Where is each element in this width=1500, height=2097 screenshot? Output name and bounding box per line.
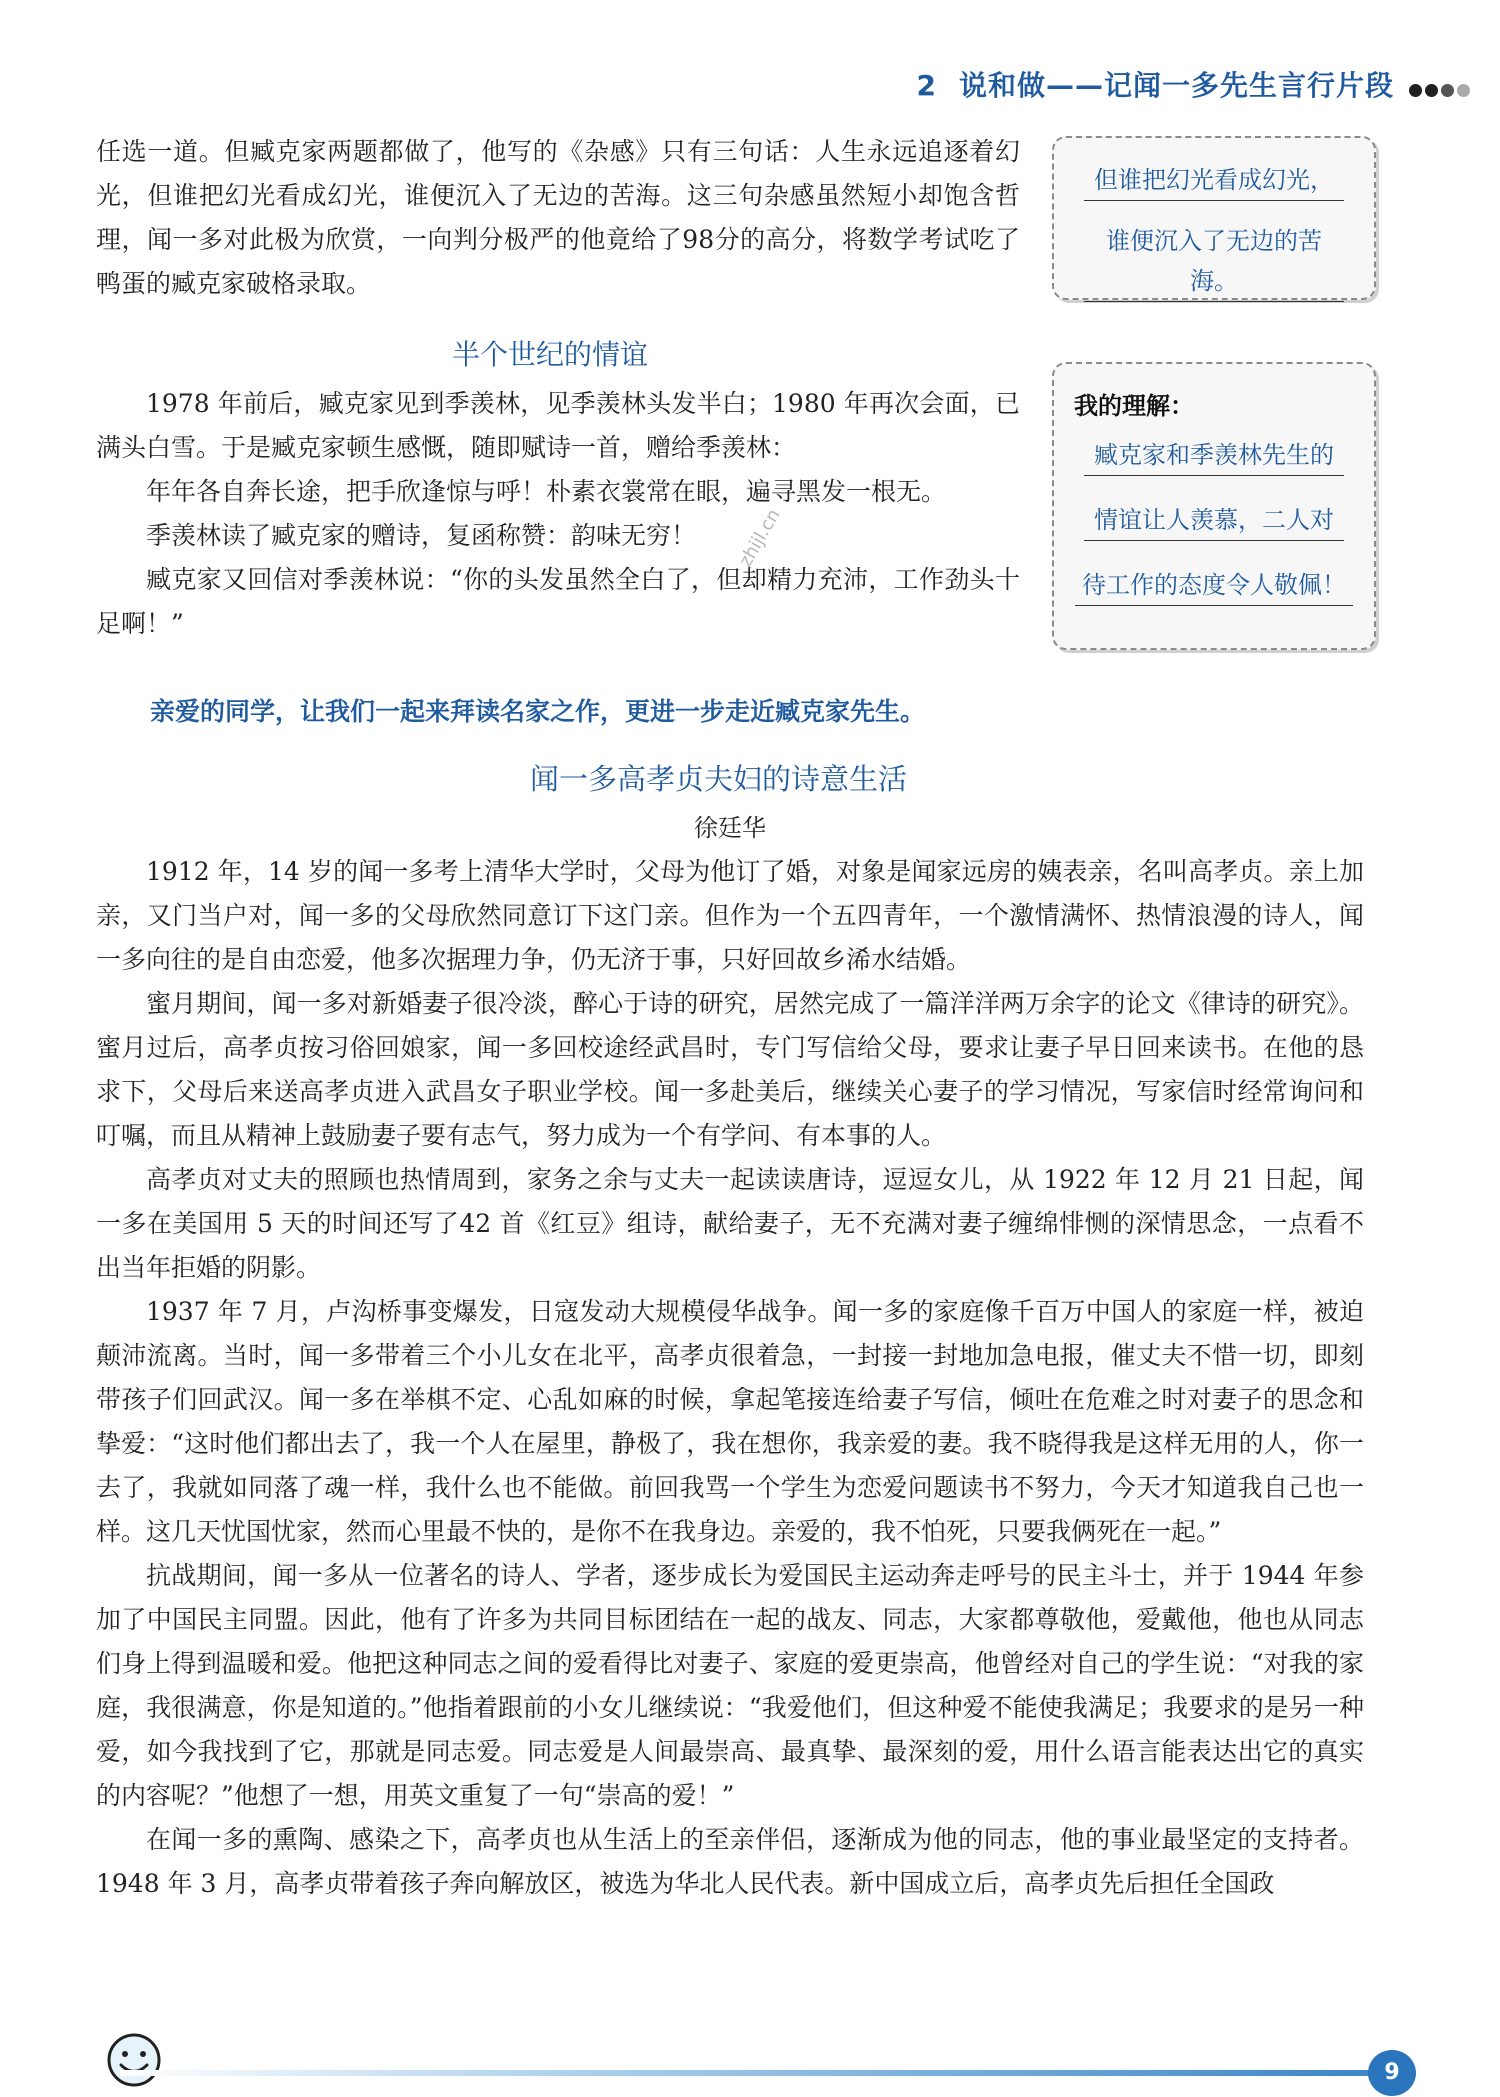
chapter-title: 说和做——记闻一多先生言行片段: [958, 69, 1394, 102]
section1-poem: 年年各自奔长途，把手欣逢惊与呼！朴素衣裳常在眼，遍寻黑发一根无。: [146, 477, 947, 506]
smiley-icon: [104, 2030, 164, 2090]
understanding-line-1: 臧克家和季羡林先生的: [1084, 435, 1344, 476]
side-note-quote: [1052, 136, 1376, 300]
page-header: [0, 64, 1470, 104]
chapter-number: 2: [916, 69, 937, 102]
intro-block: [96, 130, 1020, 306]
article-body: [96, 850, 1364, 1906]
section1-paragraph: 季羡林读了臧克家的赠诗，复函称赞：韵味无穷！: [146, 521, 697, 550]
watermark: zhijl.cn: [735, 505, 785, 571]
header-dots-icon: [1406, 71, 1470, 104]
article-paragraph: 1937 年 7 月，卢沟桥事变爆发，日寇发动大规模侵华战争。闻一多的家庭像千百万中国人的家庭一样，被迫颠沛流离。当时，闻一多带着三个小儿女在北平，高孝贞很着急，一封接一封地加急电报，催丈夫不惜一切，即刻带孩子们回武汉。闻一多在举棋不定、心乱如麻的时候，拿起笔接连给妻子写信，倾吐在危难之时对妻子的思念和挚爱：“这时他们都出去了，我一个人在屋里，静极了，我在想你，我亲爱的妻。我不晓得我是这样无用的人，你一去了，我就如同落了魂一样，我什么也不能做。前回我骂一个学生为恋爱问题读书不努力，今天才知道我自己也一样。这几天忧国忧家，然而心里最不快的，是你不在我身边。亲爱的，我不怕死，只要我俩死在一起。”: [96, 1297, 1364, 1546]
reading-prompt: 亲爱的同学，让我们一起来拜读名家之作，更进一步走近臧克家先生。: [150, 697, 926, 726]
understanding-label: 我的理解：: [1074, 392, 1194, 420]
section1-paragraph: 臧克家又回信对季羡林说：“你的头发虽然全白了，但却精力充沛，工作劲头十足啊！”: [96, 565, 1020, 638]
understanding-line-3: 待工作的态度令人敬佩！: [1075, 565, 1353, 606]
page-number: 9: [1368, 2050, 1416, 2096]
section1-body: [96, 382, 1020, 646]
article-paragraph: 1912 年，14 岁的闻一多考上清华大学时，父母为他订了婚，对象是闻家远房的姨表亲，名叫高孝贞。亲上加亲，又门当户对，闻一多的父母欣然同意订下这门亲。但作为一个五四青年，一个激情满怀、热情浪漫的诗人，闻一多向往的是自由恋爱，他多次据理力争，仍无济于事，只好回故乡浠水结婚。: [96, 857, 1364, 974]
intro-paragraph: 任选一道。但臧克家两题都做了，他写的《杂感》只有三句话：人生永远追逐着幻光，但谁把幻光看成幻光，谁便沉入了无边的苦海。这三句杂感虽然短小却饱含哲理，闻一多对此极为欣赏，一向判分极严的他竟给了98分的高分，将数学考试吃了鸭蛋的臧克家破格录取。: [96, 137, 1020, 298]
article-paragraph: 在闻一多的熏陶、感染之下，高孝贞也从生活上的至亲伴侣，逐渐成为他的同志，他的事业最坚定的支持者。1948 年 3 月，高孝贞带着孩子奔向解放区，被选为华北人民代表。新中国成立后，高孝贞先后担任全国政: [96, 1825, 1364, 1898]
understanding-line-2: 情谊让人羡慕，二人对: [1084, 500, 1344, 541]
article-paragraph: 抗战期间，闻一多从一位著名的诗人、学者，逐步成长为爱国民主运动奔走呼号的民主斗士，并于 1944 年参加了中国民主同盟。因此，他有了许多为共同目标团结在一起的战友、同志，大家都尊敬他，爱戴他，他也从同志们身上得到温暖和爱。他把这种同志之间的爱看得比对妻子、家庭的爱更崇高，他曾经对自己的学生说：“对我的家庭，我很满意，你是知道的。”他指着跟前的小女儿继续说：“我爱他们，但这种爱不能使我满足；我要求的是另一种爱，如今我找到了它，那就是同志爱。同志爱是人间最崇高、最真挚、最深刻的爱，用什么语言能表达出它的真实的内容呢？”他想了一想，用英文重复了一句“崇高的爱！”: [96, 1561, 1364, 1810]
side-note-understanding: [1052, 362, 1376, 650]
article-title: 闻一多高孝贞夫妇的诗意生活: [530, 762, 908, 796]
article-author: 徐廷华: [694, 814, 766, 842]
section1-paragraph: 1978 年前后，臧克家见到季羡林，见季羡林头发半白；1980 年再次会面，已满头白雪。于是臧克家顿生感慨，随即赋诗一首，赠给季羡林：: [96, 389, 1020, 462]
quote-line-2: 谁便沉入了无边的苦海。: [1084, 221, 1344, 302]
footer-rule: [120, 2070, 1380, 2076]
article-paragraph: 高孝贞对丈夫的照顾也热情周到，家务之余与丈夫一起读读唐诗，逗逗女儿，从 1922 年 12 月 21 日起，闻一多在美国用 5 天的时间还写了42 首《红豆》组诗，献给妻子，无不充满对妻子缠绵悱恻的深情思念，一点看不出当年拒婚的阴影。: [96, 1165, 1364, 1282]
quote-line-1: 但谁把幻光看成幻光，: [1084, 160, 1344, 201]
article-paragraph: 蜜月期间，闻一多对新婚妻子很冷淡，醉心于诗的研究，居然完成了一篇洋洋两万余字的论文《律诗的研究》。蜜月过后，高孝贞按习俗回娘家，闻一多回校途经武昌时，专门写信给父母，要求让妻子早日回来读书。在他的恳求下，父母后来送高孝贞进入武昌女子职业学校。闻一多赴美后，继续关心妻子的学习情况，写家信时经常询问和叮嘱，而且从精神上鼓励妻子要有志气，努力成为一个有学问、有本事的人。: [96, 989, 1364, 1150]
section-title-friendship: 半个世纪的情谊: [452, 338, 649, 371]
